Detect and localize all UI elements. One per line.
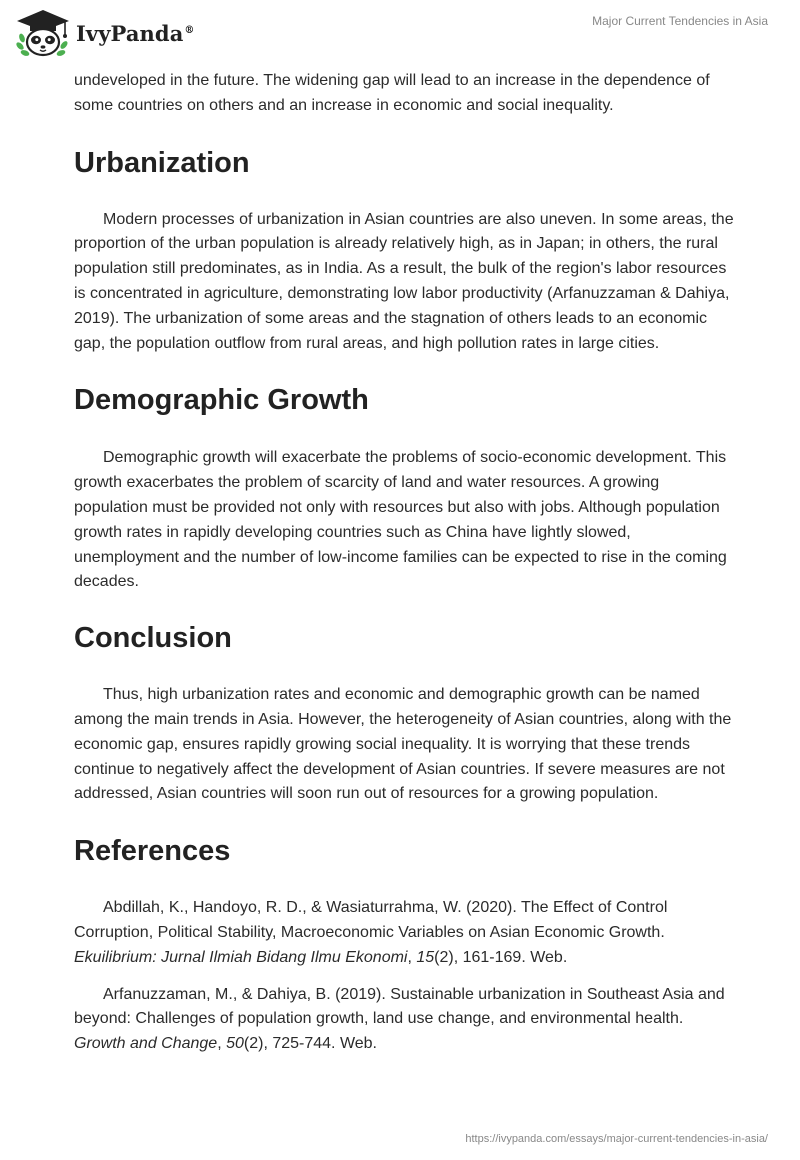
document-title: Major Current Tendencies in Asia — [592, 14, 768, 28]
paragraph-demographic-growth: Demographic growth will exacerbate the problems of socio-economic development. This growth exacerbates the problem of scarcity of land and water resources. A growing population must be provided not only with resources but also with jobs. Although population growth rates in rapidly developing countries such as China have lightly slowed, unemployment and the number of low-income families can be expected to rise in the coming decades. — [74, 449, 727, 591]
paragraph-urbanization: Modern processes of urbanization in Asian countries are also uneven. In some areas, the proportion of the urban population is already relatively high, as in Japan; in others, the rural population still predominates, as in India. As a result, the bulk of the region's labor resources is concentrated in agriculture, demonstrating low labor productivity (Arfanuzzaman & Dahiya, 2019). The urbanization of some areas and the stagnation of others leads to an economic gap, the population outflow from rural areas, and high pollution rates in large cities. — [74, 210, 734, 352]
footer-url-link[interactable]: https://ivypanda.com/essays/major-current-tendencies-in-asia/ — [465, 1133, 768, 1145]
reference-item: Arfanuzzaman, M., & Dahiya, B. (2019). Sustainable urbanization in Southeast Asia and beyond: Challenges of population growth, land use change, and environmental health. Growth and Change, 50(2), 725-744. Web. — [74, 985, 725, 1053]
paragraph-conclusion: Thus, high urbanization rates and economic and demographic growth can be named among the main trends in Asia. However, the heterogeneity of Asian countries, along with the economic gap, ensures rapidly growing social inequality. It is worrying that these trends continue to negatively affect the development of Asian countries. If severe measures are not addressed, Asian countries will soon run out of resources for a growing population. — [74, 686, 732, 803]
intro-paragraph-tail: undeveloped in the future. The widening gap will lead to an increase in the dependence of some countries on others and an increase in economic and social inequality. — [74, 72, 710, 114]
brand-name: IvyPanda® — [76, 20, 195, 46]
essay-content — [74, 69, 734, 1057]
heading-demographic-growth: Demographic Growth — [74, 384, 369, 417]
logo[interactable] — [14, 8, 195, 58]
heading-conclusion: Conclusion — [74, 622, 232, 655]
reference-item: Abdillah, K., Handoyo, R. D., & Wasiaturrahma, W. (2020). The Effect of Control Corruption, Political Stability, Macroeconomic Variables on Asian Economic Growth. Ekuilibrium: Jurnal Ilmiah Bidang Ilmu Ekonomi, 15(2), 161-169. Web. — [74, 899, 668, 966]
page-header — [0, 0, 800, 64]
panda-graduation-cap-icon — [14, 8, 72, 58]
heading-urbanization: Urbanization — [74, 146, 250, 179]
heading-references: References — [74, 835, 231, 868]
